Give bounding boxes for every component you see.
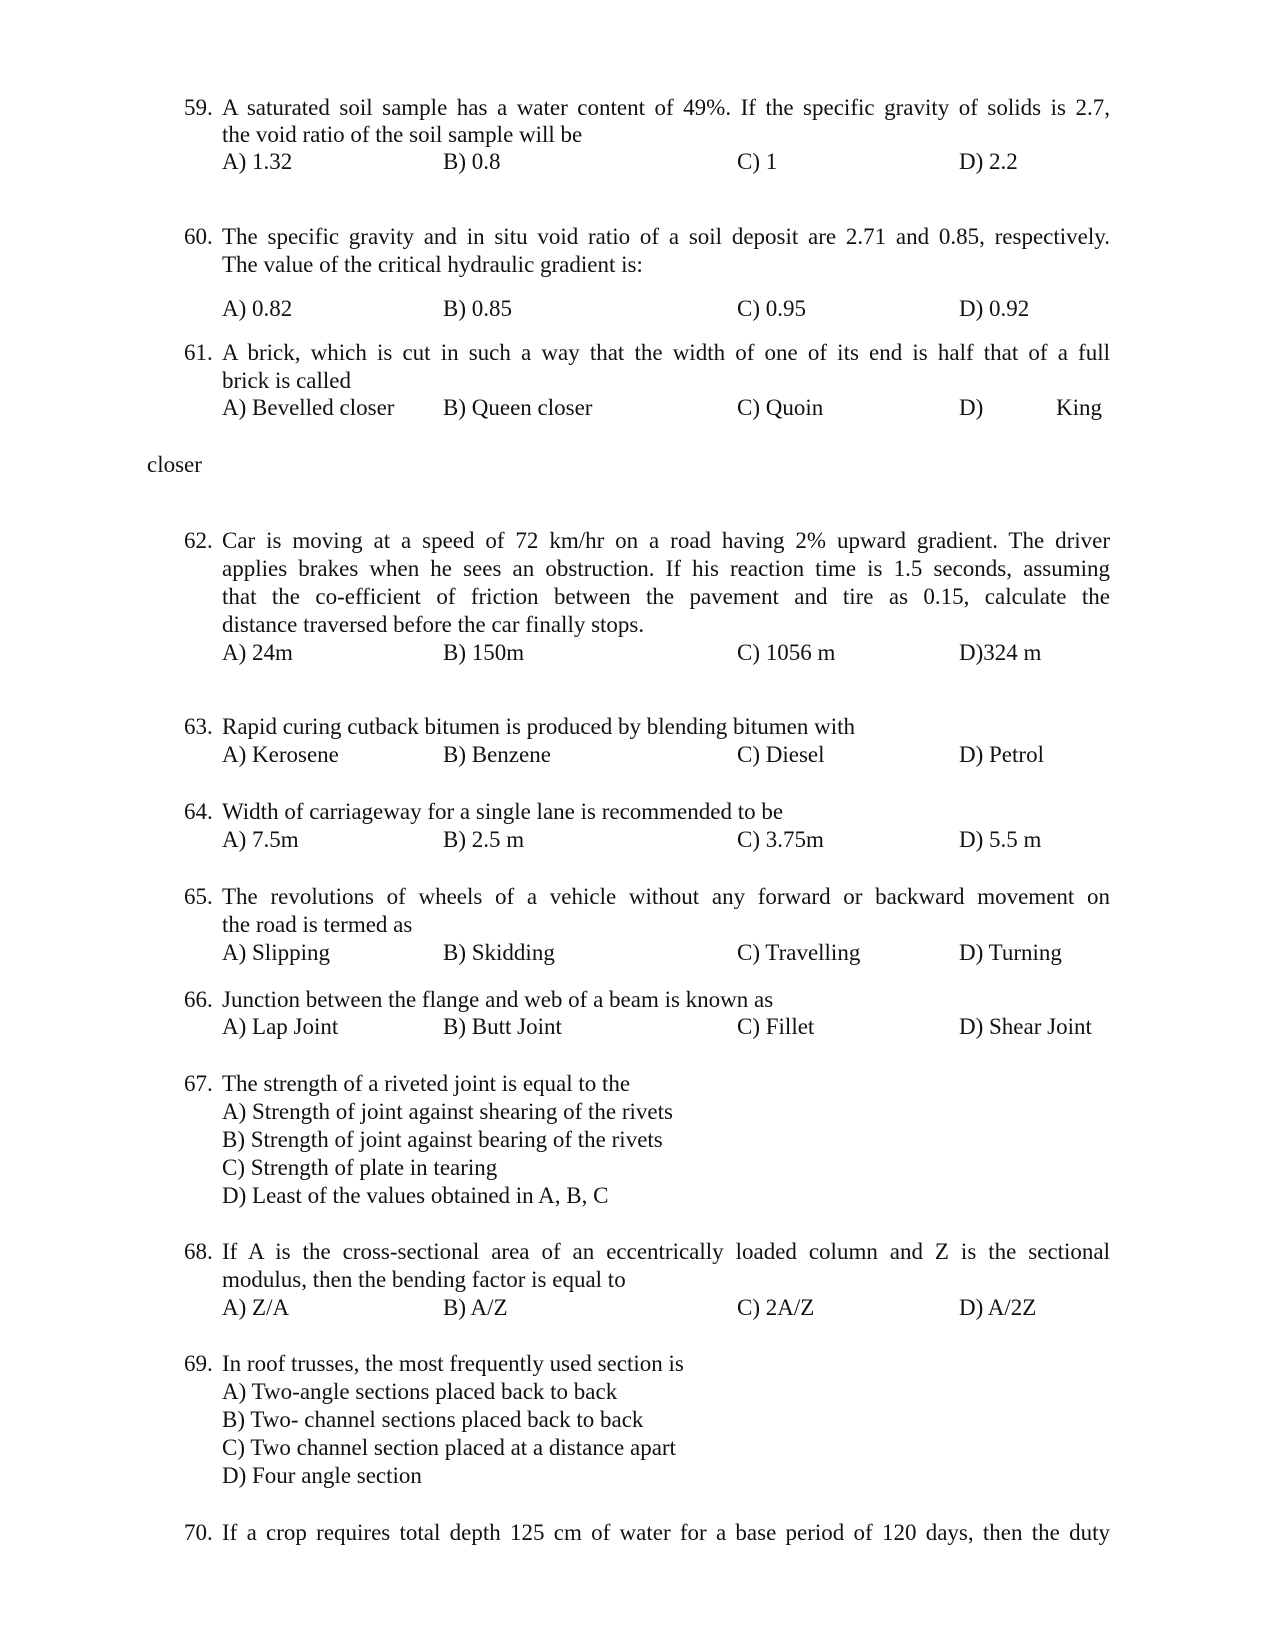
option-c: C) 3.75m [737, 827, 824, 852]
option-b: B) Skidding [443, 940, 555, 965]
option-d: D) A/2Z [959, 1295, 1037, 1320]
question-text-line: brick is called [222, 368, 352, 393]
option-b: B) Butt Joint [443, 1014, 562, 1039]
question-number: 62. [184, 528, 213, 553]
question-text-line: The specific gravity and in situ void ratio of a soil deposit are 2.71 and 0.85, respectively. [222, 224, 1110, 249]
question-text-line: modulus, then the bending factor is equal to [222, 1267, 626, 1292]
question-text-line: applies brakes when he sees an obstruction. If his reaction time is 1.5 seconds, assuming [222, 556, 1110, 581]
option-d: D) 0.92 [959, 296, 1030, 321]
question-text-line: distance traversed before the car finally stops. [222, 612, 645, 637]
option-d: D) Shear Joint [959, 1014, 1092, 1039]
option-b: B) Two- channel sections placed back to back [222, 1407, 644, 1432]
question-text-line: Rapid curing cutback bitumen is produced by blending bitumen with [222, 714, 856, 739]
option-c: C) 1 [737, 149, 778, 174]
question-text-line: If A is the cross-sectional area of an eccentrically loaded column and Z is the sectional [222, 1239, 1110, 1264]
option-c: C) Quoin [737, 395, 824, 420]
option-a: A) Lap Joint [222, 1014, 339, 1039]
question-text-line: The value of the critical hydraulic gradient is: [222, 252, 643, 277]
option-b: B) 2.5 m [443, 827, 525, 852]
question-text-line: A brick, which is cut in such a way that the width of one of its end is half that of a full [222, 340, 1110, 365]
option-d: D) 5.5 m [959, 827, 1042, 852]
option-a: A) 1.32 [222, 149, 293, 174]
question-number: 69. [184, 1351, 213, 1376]
question-text-line: that the co-efficient of friction between the pavement and tire as 0.15, calculate the [222, 584, 1110, 609]
option-d: D) [959, 395, 984, 420]
question-number: 59. [184, 95, 213, 120]
option-d: D) Turning [959, 940, 1062, 965]
option-c: C) Travelling [737, 940, 861, 965]
option-d: D) 2.2 [959, 149, 1018, 174]
option-d: D) Least of the values obtained in A, B, C [222, 1183, 609, 1208]
question-text-line: the void ratio of the soil sample will be [222, 122, 583, 147]
question-text-line: The revolutions of wheels of a vehicle without any forward or backward movement on [222, 884, 1110, 909]
question-text-line: Width of carriageway for a single lane is recommended to be [222, 799, 784, 824]
question-text-line: In roof trusses, the most frequently used section is [222, 1351, 684, 1376]
option-b: B) Benzene [443, 742, 551, 767]
option-d-text: King [1056, 395, 1102, 420]
option-d: D) Petrol [959, 742, 1044, 767]
question-number: 64. [184, 799, 213, 824]
option-c: C) 1056 m [737, 640, 836, 665]
option-b: B) Strength of joint against bearing of the rivets [222, 1127, 663, 1152]
question-number: 70. [184, 1520, 213, 1545]
option-c: C) Diesel [737, 742, 825, 767]
question-number: 60. [184, 224, 213, 249]
question-text-line: The strength of a riveted joint is equal to the [222, 1071, 631, 1096]
option-b: B) 150m [443, 640, 525, 665]
question-number: 61. [184, 340, 213, 365]
option-b: B) Queen closer [443, 395, 593, 420]
option-d: D)324 m [959, 640, 1042, 665]
option-a: A) Strength of joint against shearing of the rivets [222, 1099, 673, 1124]
option-b: B) A/Z [443, 1295, 508, 1320]
question-text-line: Junction between the flange and web of a beam is known as [222, 987, 774, 1012]
option-a: A) Slipping [222, 940, 330, 965]
option-a: A) 0.82 [222, 296, 293, 321]
option-c: C) 0.95 [737, 296, 806, 321]
option-c: C) Fillet [737, 1014, 815, 1039]
question-text-line: Car is moving at a speed of 72 km/hr on a road having 2% upward gradient. The driver [222, 528, 1110, 553]
option-a: A) Z/A [222, 1295, 290, 1320]
option-d-overflow: closer [147, 452, 202, 477]
option-a: A) Two-angle sections placed back to back [222, 1379, 618, 1404]
option-a: A) Kerosene [222, 742, 339, 767]
question-number: 68. [184, 1239, 213, 1264]
question-number: 63. [184, 714, 213, 739]
option-a: A) 7.5m [222, 827, 299, 852]
option-a: A) Bevelled closer [222, 395, 395, 420]
question-text-line: the road is termed as [222, 912, 413, 937]
option-c: C) Two channel section placed at a distance apart [222, 1435, 676, 1460]
option-a: A) 24m [222, 640, 293, 665]
option-c: C) Strength of plate in tearing [222, 1155, 498, 1180]
question-number: 66. [184, 987, 213, 1012]
option-c: C) 2A/Z [737, 1295, 815, 1320]
question-text-line: A saturated soil sample has a water content of 49%. If the specific gravity of solids is 2.7, [222, 95, 1110, 120]
question-number: 65. [184, 884, 213, 909]
option-d: D) Four angle section [222, 1463, 422, 1488]
question-text-line: If a crop requires total depth 125 cm of water for a base period of 120 days, then the duty [222, 1520, 1110, 1545]
option-b: B) 0.8 [443, 149, 501, 174]
question-number: 67. [184, 1071, 213, 1096]
option-b: B) 0.85 [443, 296, 512, 321]
